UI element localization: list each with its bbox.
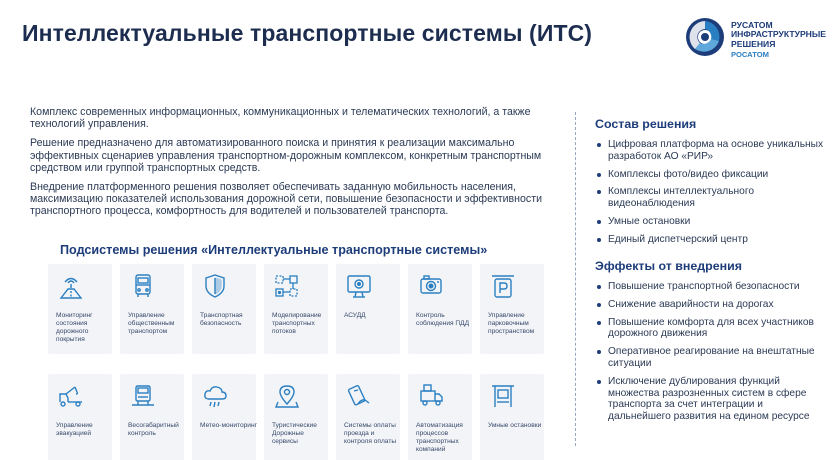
tile-label: Управление общественным транспортом (128, 312, 175, 335)
subsystems-row-2 (48, 374, 548, 460)
tile-weather[interactable] (192, 374, 256, 460)
tile-evacuation[interactable] (48, 374, 112, 460)
payment-icon (345, 382, 373, 410)
logo-line1: РУСАТОМ (731, 20, 773, 30)
tile-label: Управление парковочным пространством (488, 312, 535, 335)
tile-public-transport[interactable] (120, 264, 184, 354)
tile-label: Туристические Дорожные сервисы (272, 422, 317, 445)
list-item: Оперативное реагирование на внештатные ситуации (595, 346, 827, 370)
transport-company-icon (417, 382, 445, 410)
column-divider (575, 112, 576, 446)
subsystems-title: Подсистемы решения «Интеллектуальные транспортные системы» (60, 243, 488, 257)
tile-parking[interactable] (480, 264, 544, 354)
list-item: Повышение транспортной безопасности (595, 281, 827, 293)
road-monitoring-icon (57, 272, 85, 300)
tile-asudd[interactable] (336, 264, 400, 354)
logo-line3: РЕШЕНИЯ (731, 38, 776, 49)
list-item: Исключение дублирования функций множества разрозненных систем в сфере транспорта за счет интеграции и дальнейшего развития на едином ресурсе (595, 376, 827, 423)
tile-smart-stops[interactable] (480, 374, 544, 460)
tile-payment[interactable] (336, 374, 400, 460)
shield-icon (201, 272, 229, 300)
tile-label: Метео-мониторинг (200, 422, 258, 429)
intro-paragraph-2: Решение предназначено для автоматизированного поиска и принятия к реализации максимально эффективных сценариев управления транспортном-дорожным комплексом, конкретным транспортным средством или группой транспортных средств. (30, 137, 542, 174)
logo-sub: РОСАТОМ (731, 50, 769, 60)
logo-text (731, 21, 826, 60)
flow-modeling-icon (273, 272, 301, 300)
intro-text (30, 106, 560, 225)
page-title: Интеллектуальные транспортные системы (ИТС) (22, 20, 593, 46)
list-item: Умные остановки (595, 216, 827, 228)
rosatom-logo-icon (685, 17, 725, 57)
tile-label: Управление эвакуацией (56, 422, 93, 437)
tile-label: Системы оплаты проезда и контроля оплаты (344, 422, 397, 445)
weather-icon (201, 382, 229, 410)
rusatom-logo (685, 13, 825, 65)
list-item: Комплексы фото/видео фиксации (595, 169, 827, 181)
tile-label: Автоматизация процессов транспортных компаний (416, 422, 463, 453)
composition-title: Состав решения (595, 117, 697, 131)
map-pin-icon (273, 382, 301, 410)
camera-icon (417, 272, 445, 300)
list-item: Единый диспетчерский центр (595, 234, 827, 246)
tile-label: Весогабаритный контроль (128, 422, 179, 437)
tile-label: Мониторинг состояния дорожного покрытия (56, 312, 93, 343)
tow-truck-icon (57, 382, 85, 410)
intro-paragraph-3: Внедрение платформенного решения позволяет обеспечивать заданную мобильность населения, максимизацию показателей использования дорожной сети, повышение безопасности и эффективности транспортного процесса, комфортность для водителей и пользователей транспорта. (30, 181, 542, 218)
list-item: Повышение комфорта для всех участников дорожного движения (595, 317, 827, 341)
tile-traffic-rules[interactable] (408, 264, 472, 354)
tile-label: Моделирование транспортных потоков (272, 312, 322, 335)
traffic-control-icon (345, 272, 373, 300)
tile-tourist-services[interactable] (264, 374, 328, 460)
effects-title: Эффекты от внедрения (595, 259, 742, 273)
effects-list (595, 281, 827, 429)
truck-weight-icon (129, 382, 157, 410)
list-item: Цифровая платформа на основе уникальных разработок АО «РИР» (595, 139, 827, 163)
list-item: Снижение аварийности на дорогах (595, 299, 827, 311)
smart-stop-icon (489, 382, 517, 410)
parking-icon (489, 272, 517, 300)
subsystems-row-1 (48, 264, 548, 354)
tile-label: Контроль соблюдения ПДД (416, 312, 470, 327)
bus-icon (129, 272, 157, 300)
intro-paragraph-1: Комплекс современных информационных, коммуникационных и телематических технологий, а также технологий управления. (30, 106, 531, 131)
tile-label: АСУДД (344, 312, 366, 319)
logo-line2: ИНФРАСТРУКТУРНЫЕ (731, 29, 827, 40)
tile-flow-modeling[interactable] (264, 264, 328, 354)
tile-transport-companies[interactable] (408, 374, 472, 460)
tile-transport-security[interactable] (192, 264, 256, 354)
tile-road-monitoring[interactable] (48, 264, 112, 354)
list-item: Комплексы интеллектуального видеонаблюдения (595, 186, 827, 210)
tile-weight-control[interactable] (120, 374, 184, 460)
tile-label: Транспортная безопасность (200, 312, 243, 327)
tile-label: Умные остановки (488, 422, 542, 429)
composition-list (595, 139, 827, 252)
